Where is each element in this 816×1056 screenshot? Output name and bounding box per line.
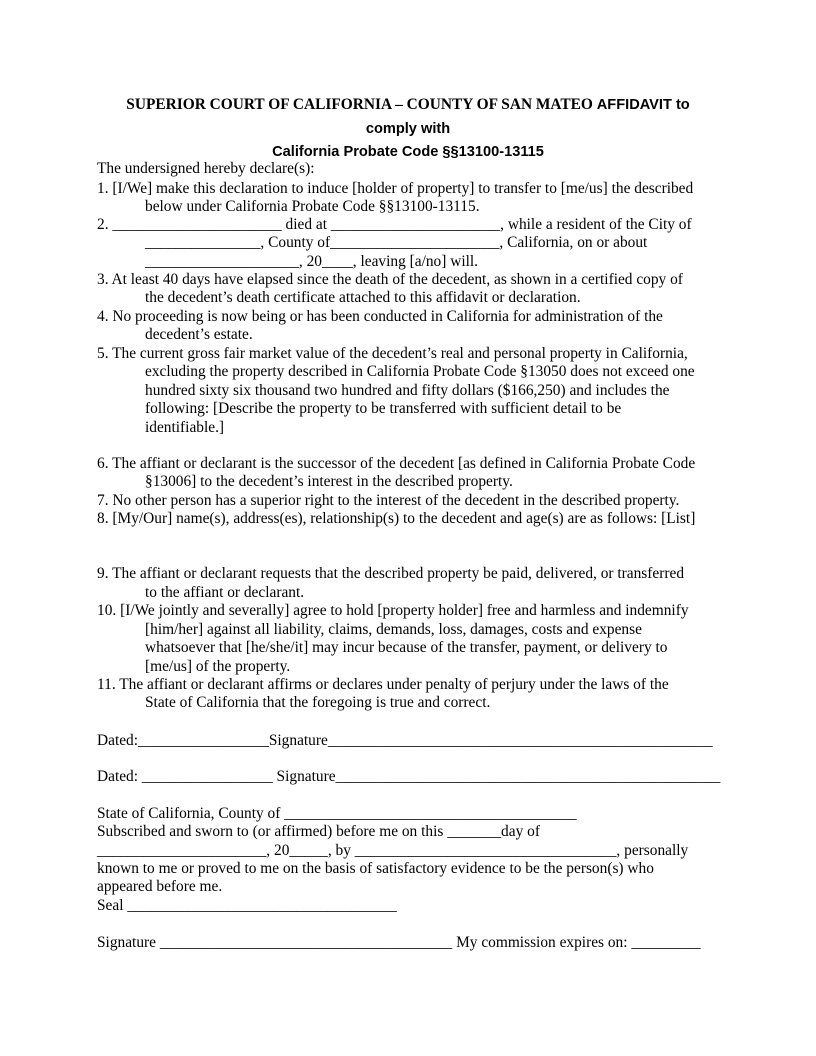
code-title: California Probate Code §§13100-13115 — [272, 144, 544, 160]
notary-appeared: appeared before me. — [97, 878, 223, 895]
affidavit-title: AFFIDAVIT to — [596, 97, 690, 113]
paragraph-4-line-1: 4. No proceeding is now being or has been conducted in California for administration of the — [97, 308, 663, 325]
paragraph-2-line-2: _______________, County of______________________, California, on or about — [145, 234, 648, 251]
paragraph-9-line-1: 9. The affiant or declarant requests that the described property be paid, delivered, or transferred — [97, 565, 685, 582]
paragraph-10-line-1: 10. [I/We jointly and severally] agree to hold [property holder] free and harmless and indemnify — [97, 602, 689, 619]
paragraph-5-line-4: following: [Describe the property to be transferred with sufficient detail to be — [145, 400, 622, 417]
notary-signature-commission[interactable]: Signature ______________________________________ My commission expires on: _________ — [97, 934, 701, 951]
paragraph-5-line-3: hundred sixty six thousand two hundred and fifty dollars ($166,250) and includes the — [145, 382, 670, 399]
notary-state-county[interactable]: State of California, County of ______________________________________ — [97, 805, 577, 822]
paragraph-11-line-2: State of California that the foregoing is true and correct. — [145, 694, 491, 711]
notary-subscribed[interactable]: Subscribed and sworn to (or affirmed) before me on this _______day of — [97, 823, 540, 840]
paragraph-5-line-1: 5. The current gross fair market value of the decedent’s real and personal property in California, — [97, 345, 688, 362]
paragraph-10-line-3: whatsoever that [he/she/it] may incur because of the transfer, payment, or delivery to — [145, 639, 668, 656]
paragraph-6-line-1: 6. The affiant or declarant is the successor of the decedent [as defined in California Probate Code — [97, 455, 696, 472]
paragraph-3-line-2: the decedent’s death certificate attached to this affidavit or declaration. — [145, 289, 581, 306]
notary-date-by[interactable]: ______________________, 20_____, by __________________________________, personally — [97, 842, 689, 859]
paragraph-5-line-2: excluding the property described in California Probate Code §13050 does not exceed one — [145, 363, 695, 380]
paragraph-2-line-3: ____________________, 20____, leaving [a/no] will. — [145, 253, 479, 270]
dated-signature-line-2[interactable]: Dated: _________________ Signature__________________________________________________ — [97, 768, 721, 785]
paragraph-11-line-1: 11. The affiant or declarant affirms or declares under penalty of perjury under the laws of the — [97, 676, 669, 693]
paragraph-5-line-5: identifiable.] — [145, 419, 225, 436]
paragraph-10-line-2: [him/her] against all liability, claims, demands, loss, damages, costs and expense — [145, 621, 642, 638]
paragraph-1-line-2: below under California Probate Code §§13100-13115. — [145, 198, 480, 215]
paragraph-1-line-1: 1. [I/We] make this declaration to induce [holder of property] to transfer to [me/us] the described — [97, 180, 694, 197]
paragraph-3-line-1: 3. At least 40 days have elapsed since the death of the decedent, as shown in a certified copy of — [97, 271, 683, 288]
court-title: SUPERIOR COURT OF CALIFORNIA – COUNTY OF SAN MATEO — [126, 96, 593, 113]
paragraph-4-line-2: decedent’s estate. — [145, 326, 253, 343]
header-line-1 — [0, 96, 816, 114]
paragraph-10-line-4: [me/us] of the property. — [145, 658, 291, 675]
paragraph-9-line-2: to the affiant or declarant. — [145, 584, 305, 601]
intro-text: The undersigned hereby declare(s): — [97, 160, 315, 177]
paragraph-2-line-1: 2. ______________________ died at ______________________, while a resident of the City of — [97, 216, 692, 233]
notary-seal[interactable]: Seal ___________________________________ — [97, 897, 397, 914]
paragraph-7: 7. No other person has a superior right to the interest of the decedent in the described property. — [97, 492, 680, 509]
paragraph-6-line-2: §13006] to the decedent’s interest in the described property. — [145, 473, 513, 490]
dated-signature-line-1[interactable]: Dated:_________________Signature__________________________________________________ — [97, 732, 713, 749]
paragraph-8: 8. [My/Our] name(s), address(es), relationship(s) to the decedent and age(s) are as follows: [List] — [97, 510, 696, 527]
comply-title: comply with — [365, 121, 451, 137]
notary-known: known to me or proved to me on the basis of satisfactory evidence to be the person(s) who — [97, 860, 654, 877]
